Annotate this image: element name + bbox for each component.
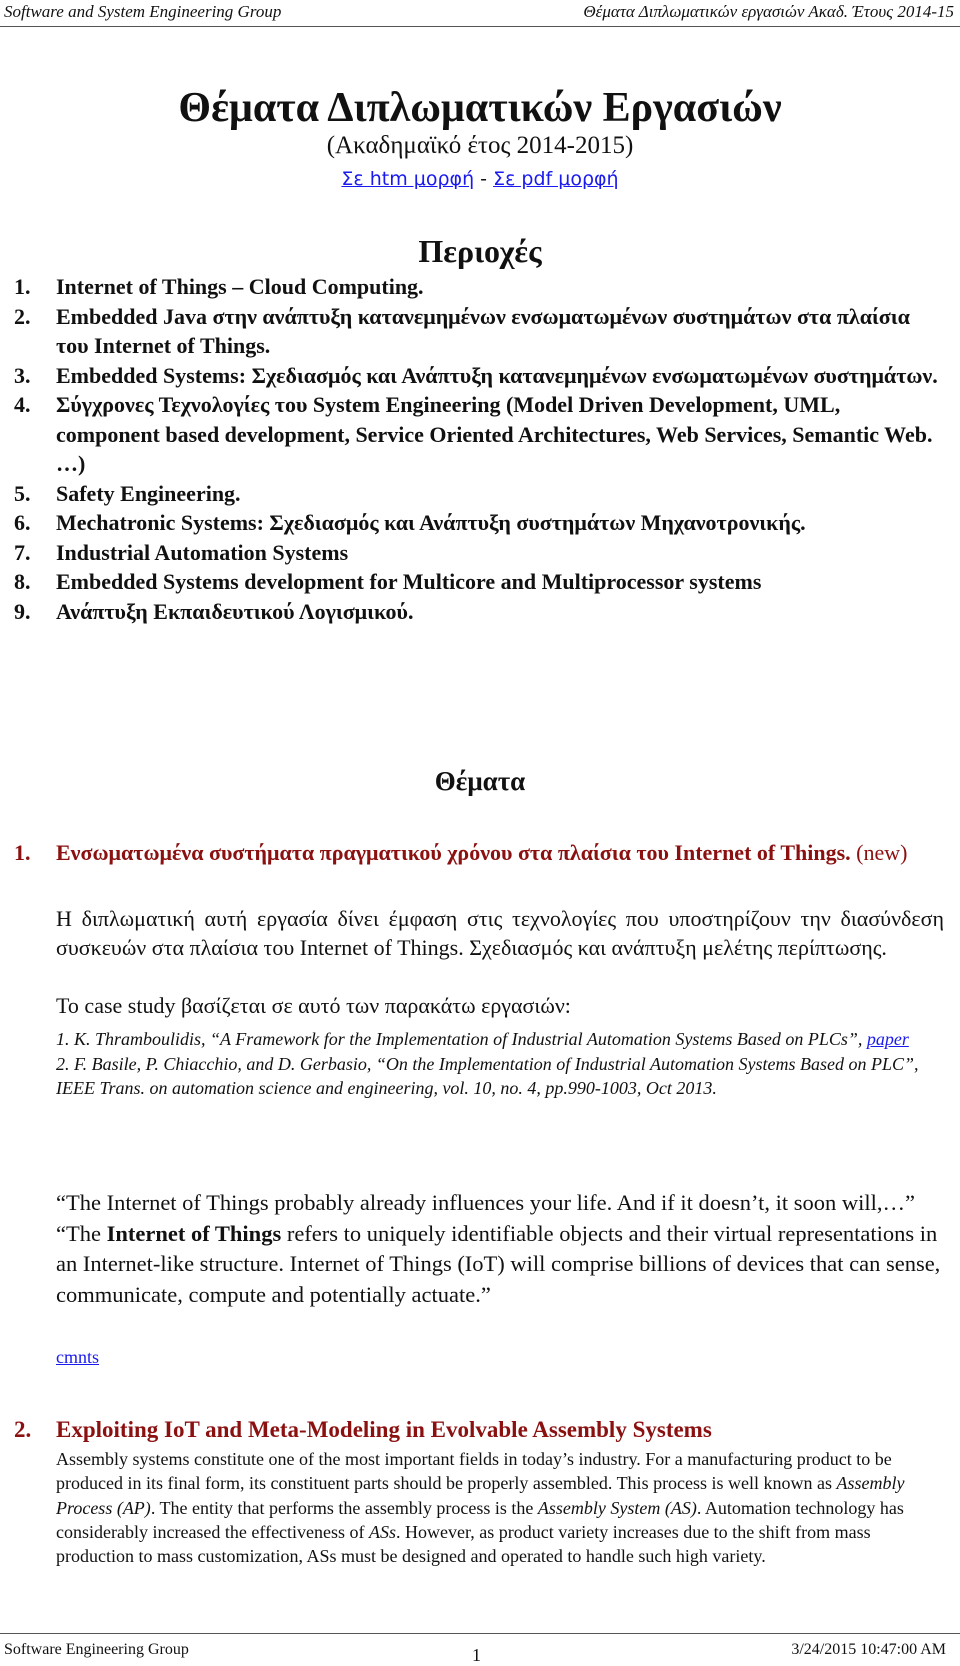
list-item [14,390,944,479]
page-subtitle: (Ακαδημαϊκό έτος 2014-2015) [326,132,634,159]
list-item [14,302,944,361]
topic-1-case-study: Το case study βασίζεται σε αυτό των παρακάτω εργασιών: [56,993,571,1018]
new-badge: (new) [856,840,908,865]
item-text: Embedded Systems: Σχεδιασμός και Ανάπτυξη κατανεμημένων ενσωματωμένων συστημάτων. [56,362,938,388]
item-number: 7. [14,539,31,565]
pdf-format-link[interactable]: Σε pdf μορφή [493,168,619,190]
topic-2-title: Exploiting IoT and Meta-Modeling in Evolvable Assembly Systems [56,1417,712,1442]
areas-heading-text: Περιοχές [418,233,542,269]
areas-list [14,272,944,626]
item-text: Mechatronic Systems: Σχεδιασμός και Ανάπτυξη συστημάτων Μηχανοτρονικής. [56,510,806,535]
page-header [0,0,960,27]
topic-1-title-wrap [56,838,907,867]
topics-heading: Θέματα [434,766,526,796]
page-number: 1 [472,1645,481,1665]
list-item [14,508,944,538]
reference-1 [56,1027,946,1052]
list-item [14,597,944,627]
topic-1-heading [14,838,944,867]
page-title: Θέματα Διπλωματικών Εργασιών [178,85,782,131]
item-text: Ανάπτυξη Εκπαιδευτικού Λογισμικού. [56,598,414,624]
p2-seg-4: . However, as product variety increases due to the shift from mass production to mass customization, ASs must be designed and operated to handle such high variety. [56,1521,871,1567]
htm-format-link[interactable]: Σε htm μορφή [341,168,475,190]
p2-em-2: Assembly System (AS) [537,1497,697,1518]
item-text: Embedded Java στην ανάπτυξη κατανεμημένων ενσωματωμένων συστημάτων στα πλαίσια του Internet of Things. [56,303,910,358]
topic-2-description [56,1447,944,1568]
paper-link[interactable]: paper [866,1029,909,1049]
item-text: Σύγχρονες Τεχνολογίες του System Engineering (Model Driven Development, UML, component based development, Service Oriented Architectures, Web Services, Semantic Web. …) [56,392,933,476]
item-text: Safety Engineering. [56,480,241,506]
reference-2: 2. F. Basile, P. Chiacchio, and D. Gerbasio, “On the Implementation of Industrial Automation Systems Based on PLC”, IEEE Trans. on automation science and engineering, vol. 10, no. 4, pp.990-1003, Oct 2013. [56,1053,919,1098]
areas-heading [0,233,960,270]
p2-seg-3: . Automation technology has considerably increased the effectiveness of [56,1497,904,1542]
item-number: 1. [14,274,31,299]
links-separator: - [474,168,494,190]
comments [56,1347,99,1368]
quote-part-a: “The Internet of Things probably already influences your life. And if it doesn’t, it soon will,…” “The [56,1190,915,1246]
item-number: 9. [14,598,31,624]
list-item [14,479,944,509]
p2-seg-2: . The entity that performs the assembly process is the [150,1497,534,1518]
item-number: 4. [14,392,31,417]
item-number: 8. [14,569,31,594]
list-item [14,567,944,597]
topic-2-number: 2. [14,1417,32,1442]
item-text: Internet of Things – Cloud Computing. [56,274,424,299]
topic-1-number: 1. [14,840,31,865]
item-number: 6. [14,510,31,535]
topic-2-heading [14,1417,944,1443]
p2-em-1: Assembly Process (AP) [56,1473,905,1518]
item-text: Embedded Systems development for Multicore and Multiprocessor systems [56,569,762,594]
topic-1-references [56,1027,946,1101]
reference-1-text: 1. K. Thramboulidis, “A Framework for the Implementation of Industrial Automation Systems Based on PLCs”, [56,1029,863,1049]
quote-emphasis: Internet of Things [106,1220,282,1246]
comments-link[interactable]: cmnts [56,1347,99,1367]
header-left: Software and System Engineering Group [4,2,282,21]
p2-em-3: ASs [369,1521,397,1542]
p2-seg-1: Assembly systems constitute one of the most important fields in today’s industry. For a manufacturing product to be produced in its final form, its constituent parts should be properly assembled. This process is well known as [56,1449,892,1494]
topic-1-description: Η διπλωματική αυτή εργασία δίνει έμφαση στις τεχνολογίες που υποστηρίζουν την διασύνδεση συσκευών στα πλαίσια του Internet of Things. Σχεδιασμός και ανάπτυξη μελέτης περίπτωσης. [56,906,944,960]
list-item [14,361,944,391]
item-number: 3. [14,362,31,388]
item-number: 5. [14,480,31,506]
page-footer [0,1633,960,1664]
footer-left: Software Engineering Group [4,1641,189,1658]
iot-quote [56,1188,946,1310]
list-item [14,538,944,568]
list-item [14,272,944,302]
footer-date: 3/24/2015 10:47:00 AM [791,1641,946,1658]
quote-part-c: refers to uniquely identifiable objects and their virtual representations in an Internet-like structure. Internet of Things (IoT) will comprise billions of devices that can sense, communicate, compute and potentially actuate.” [56,1220,941,1307]
header-right: Θέματα Διπλωματικών εργασιών Ακαδ. Έτους 2014-15 [583,2,954,21]
format-links [0,168,960,190]
topic-1-title: Ενσωματωμένα συστήματα πραγματικού χρόνου στα πλαίσια του Internet of Things. [56,840,851,865]
item-text: Industrial Automation Systems [56,539,349,565]
item-number: 2. [14,303,31,329]
